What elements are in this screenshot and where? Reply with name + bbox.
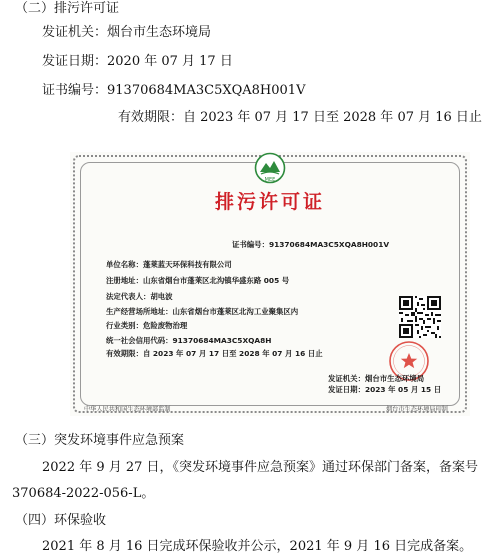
field-registered-address: 注册地址：山东省烟台市蓬莱区北沟镇华盛东路 005 号 — [106, 276, 290, 285]
issuer-line: 发证机关：烟台市生态环境局 — [42, 25, 212, 40]
footer-printer: 烟台市生态环境局印制 — [386, 406, 448, 413]
issue-date-line: 发证日期：2020 年 07 月 17 日 — [42, 54, 233, 69]
field-validity: 有效期限：自 2023 年 07 月 17 日至 2028 年 07 月 16 日止 — [106, 349, 323, 358]
certificate-number: 证书编号：91370684MA3C5XQA8H001V — [232, 240, 390, 249]
mee-logo-icon — [254, 152, 286, 184]
permit-certificate — [70, 152, 470, 416]
section-heading-emergency-plan: （三）突发环境事件应急预案 — [15, 433, 185, 448]
acceptance-line: 2021 年 8 月 16 日完成环保验收并公示，2021 年 9 月 16 日完成备案。 — [42, 539, 473, 554]
certificate-issuer: 发证机关：烟台市生态环境局 — [328, 374, 425, 383]
field-site-address: 生产经营场所地址：山东省烟台市蓬莱区北沟工业聚集区内 — [106, 307, 299, 316]
validity-line: 有效期限：自 2023 年 07 月 17 日至 2028 年 07 月 16 日止 — [118, 110, 482, 125]
footer-supervisor: 中华人民共和国生态环境部监制 — [84, 406, 171, 413]
certificate-number-line: 证书编号：91370684MA3C5XQA8H001V — [42, 83, 306, 98]
certificate-title: 排污许可证 — [214, 191, 325, 213]
logo-text: MEE — [264, 177, 276, 183]
section-heading-permit: （二）排污许可证 — [15, 1, 120, 16]
field-industry: 行业类别：危险废物治理 — [106, 321, 188, 330]
certificate-issue-date: 发证日期：2023 年 05 月 15 日 — [328, 385, 442, 394]
qr-code-icon — [399, 296, 441, 338]
field-credit-code: 统一社会信用代码：91370684MA3C5XQA8H — [106, 336, 272, 345]
section-heading-acceptance: （四）环保验收 — [15, 513, 107, 528]
field-legal-representative: 法定代表人：胡电波 — [106, 292, 173, 301]
emergency-plan-line-2: 370684-2022-056-L。 — [12, 486, 155, 501]
field-unit-name: 单位名称：蓬莱蓝天环保科技有限公司 — [106, 260, 232, 269]
emergency-plan-line-1: 2022 年 9 月 27 日，《突发环境事件应急预案》通过环保部门备案，备案号 — [42, 460, 479, 475]
